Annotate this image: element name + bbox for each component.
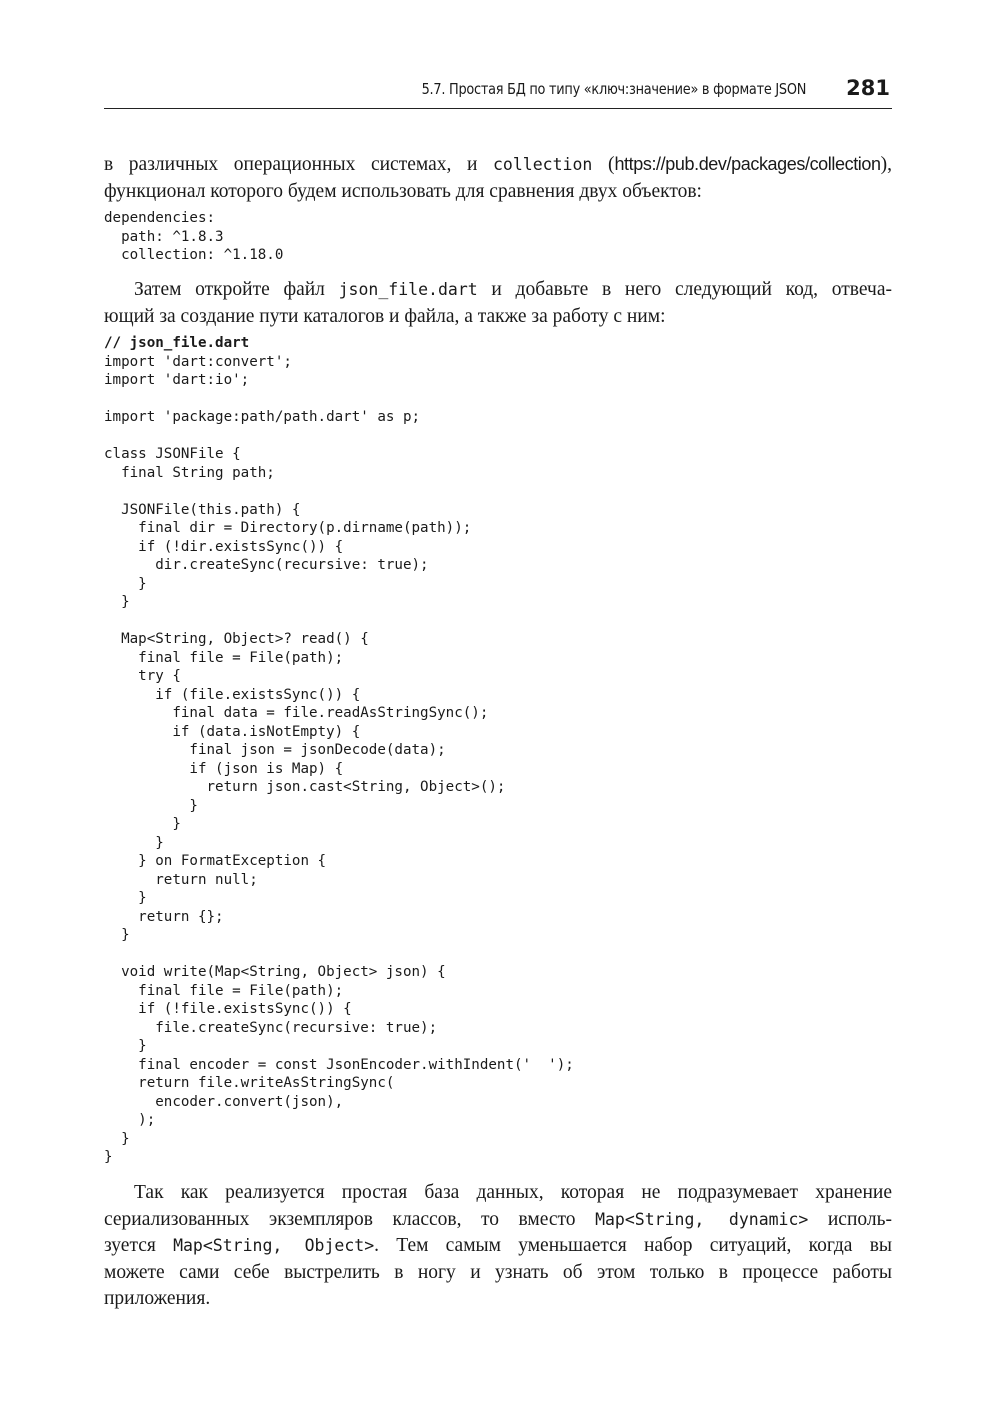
paragraph-line: приложения. [104,1288,211,1309]
paragraph-line: функционал которого будем использовать для сравнения двух объектов: [104,180,702,202]
inline-code: json_file.dart [338,280,478,299]
running-title: 5.7. Простая БД по типу «ключ:значение» в формате JSON [421,80,806,98]
text-run: в различных операционных системах, и [104,154,493,175]
paragraph-intro [104,151,892,205]
paragraph-instructions [104,277,892,330]
paragraph-line: можете сами себе выстрелить в ногу и узнать об этом только в процессе работы [104,1261,892,1283]
text-run: Затем откройте файл [134,279,339,300]
code-body: import 'dart:convert'; import 'dart:io'; import 'package:path/path.dart' as p; class JSONFile { final String path; JSONFile(this.path) { final dir = Directory(p.dirname(path)); if (!dir.existsSync()) { dir.createSync(recursive: true); } } Map<String, Object>? read() { final file = File(path); try { if (file.existsSync()) { final data = file.readAsStringSync(); if (data.isNotEmpty) { final json = jsonDecode(data); if (json is Map) { return json.cast<String, Object>(); } } } } on FormatException { return null; } return {}; } void write(Map<String, Object> json) { final file = File(path); if (!file.existsSync()) { file.createSync(recursive: true); } final encoder = const JsonEncoder.withIndent(' '); return file.writeAsStringSync( encoder.convert(json), ); } } [104,353,574,1165]
paragraph-line [104,151,892,179]
text-run: ( [592,154,615,175]
paragraph-explanation [104,1180,892,1313]
inline-code: collection [493,155,593,174]
paragraph-line [104,277,892,304]
paragraph-line: Так как реализуется простая база данных, которая не подразумевает хранение [134,1182,892,1203]
paragraph-line [104,1233,892,1260]
paragraph-line: ющий за создание пути каталогов и файла, а также за работу с ним: [104,305,666,327]
paragraph-line [104,1207,892,1234]
page-number: 281 [846,76,890,100]
inline-code: Map<String, dynamic> [595,1209,809,1229]
inline-code: Map<String, Object> [173,1236,375,1255]
text-run: сериализованных экземпляров классов, то вместо [104,1208,596,1230]
text-run: . Тем самым уменьшается набор ситуаций, когда вы [374,1235,893,1256]
text-run: ), [880,154,892,175]
running-header [104,76,892,109]
text-run: и добавьте в него следующий код, отвеча- [477,279,892,300]
code-title: // json_file.dart [104,335,250,351]
url-link[interactable]: https://pub.dev/packages/collection [614,154,881,174]
text-run: исполь- [808,1208,893,1230]
code-block-json-file [104,334,574,1167]
code-block-dependencies: dependencies: path: ^1.8.3 collection: ^1.18.0 [104,210,284,263]
text-run: зуется [104,1235,174,1256]
